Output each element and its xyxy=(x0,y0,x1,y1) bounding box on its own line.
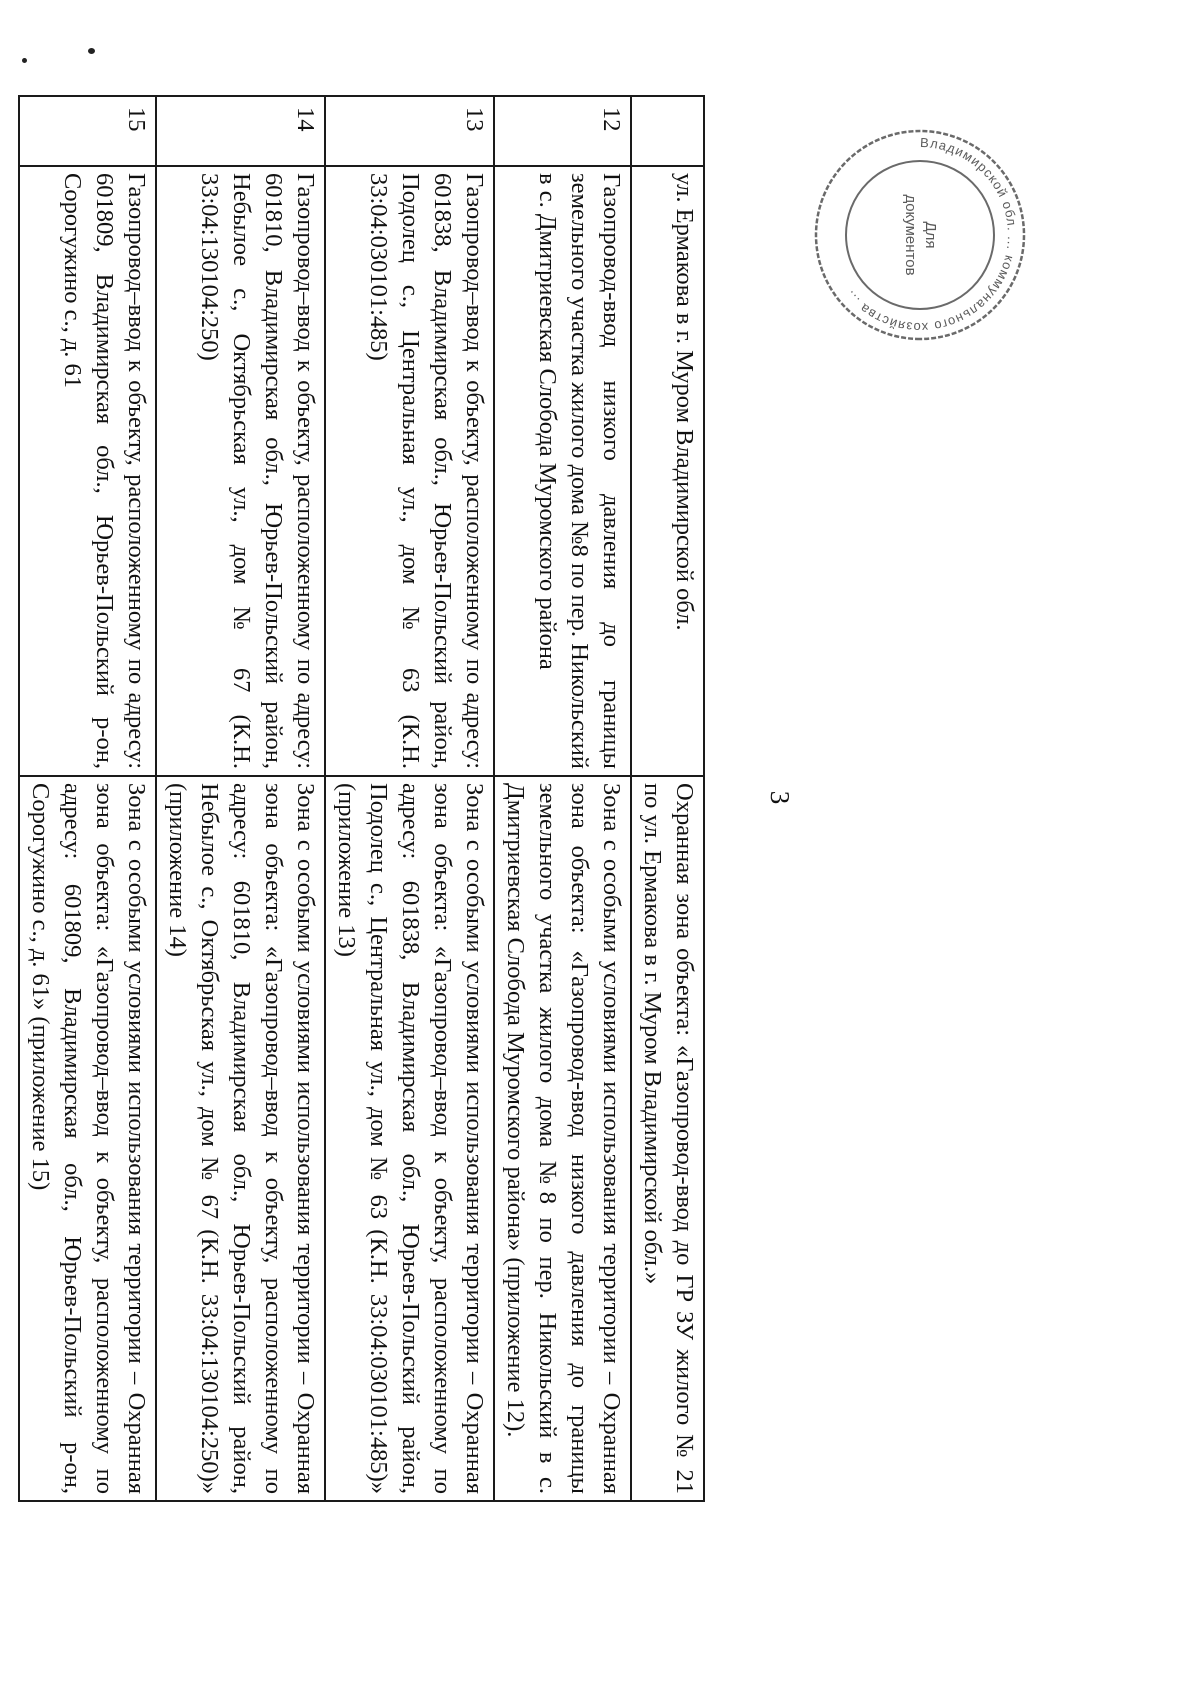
object-description: Газопровод–ввод к объекту, расположенному по адресу: 601838, Владимирская обл., Юрьев-Польский район, Подолец с., Центральная ул., дом № 63 (К.Н. 33:04:030101:485) xyxy=(325,166,494,776)
stamp-center-line1: Для xyxy=(922,221,939,249)
stamp-outer-text: Владимирской обл. ... коммунального хозяйства ... xyxy=(841,134,1021,336)
zones-table xyxy=(18,95,705,1502)
table-row xyxy=(325,96,494,1501)
zone-description: Зона с особыми условиями использования территории – Охранная зона объекта: «Газопровод-ввод низкого давления до границы земельного участка жилого дома №8 по пер. Никольский в с. Дмитриевская Слобода Муромского района» (приложение 12). xyxy=(494,776,631,1501)
stamp-inner-ring xyxy=(846,161,994,309)
table-row xyxy=(19,96,156,1501)
round-stamp xyxy=(810,125,1030,345)
zone-description: Зона с особыми условиями использования территории – Охранная зона объекта: «Газопровод–ввод к объекту, расположенному по адресу: 601838, Владимирская обл., Юрьев-Польский район, Подолец с., Центральная ул., дом № 63 (К.Н. 33:04:030101:485)» (приложение 13) xyxy=(325,776,494,1501)
table-row xyxy=(156,96,325,1501)
row-number: 15 xyxy=(19,96,156,166)
zone-description: Охранная зона объекта: «Газопровод-ввод до ГР ЗУ жилого № 21 по ул. Ермакова в г. Муром Владимирской обл.» xyxy=(631,776,704,1501)
table-row xyxy=(494,96,631,1501)
row-number: 14 xyxy=(156,96,325,166)
row-number xyxy=(631,96,704,166)
scan-speck xyxy=(22,58,27,63)
zone-description: Зона с особыми условиями использования территории – Охранная зона объекта: «Газопровод–ввод к объекту, расположенному по адресу: 601810, Владимирская обл., Юрьев-Польский район, Небылое с., Октябрьская ул., дом № 67 (К.Н. 33:04:130104:250)» (приложение 14) xyxy=(156,776,325,1501)
row-number: 13 xyxy=(325,96,494,166)
object-description: ул. Ермакова в г. Муром Владимирской обл. xyxy=(631,166,704,776)
object-description: Газопровод-ввод низкого давления до границы земельного участка жилого дома №8 по пер. Никольский в с. Дмитриевская Слобода Муромского района xyxy=(494,166,631,776)
zone-description: Зона с особыми условиями использования территории – Охранная зона объекта: «Газопровод–ввод к объекту, расположенному по адресу: 601809, Владимирская обл., Юрьев-Польский р-он, Сорогужино с., д. 61» (приложение 15) xyxy=(19,776,156,1501)
scan-speck xyxy=(88,48,95,54)
page-number: 3 xyxy=(765,790,795,805)
table-row xyxy=(631,96,704,1501)
object-description: Газопровод–ввод к объекту, расположенному по адресу: 601809, Владимирская обл., Юрьев-Польский р-он, Сорогужино с., д. 61 xyxy=(19,166,156,776)
stamp-center-line2: документов xyxy=(902,194,919,276)
object-description: Газопровод–ввод к объекту, расположенному по адресу: 601810, Владимирская обл., Юрьев-Польский район, Небылое с., Октябрьская ул., дом № 67 (К.Н. 33:04:130104:250) xyxy=(156,166,325,776)
row-number: 12 xyxy=(494,96,631,166)
stamp-outer-ring xyxy=(816,131,1024,339)
rotated-page xyxy=(27,95,815,1500)
